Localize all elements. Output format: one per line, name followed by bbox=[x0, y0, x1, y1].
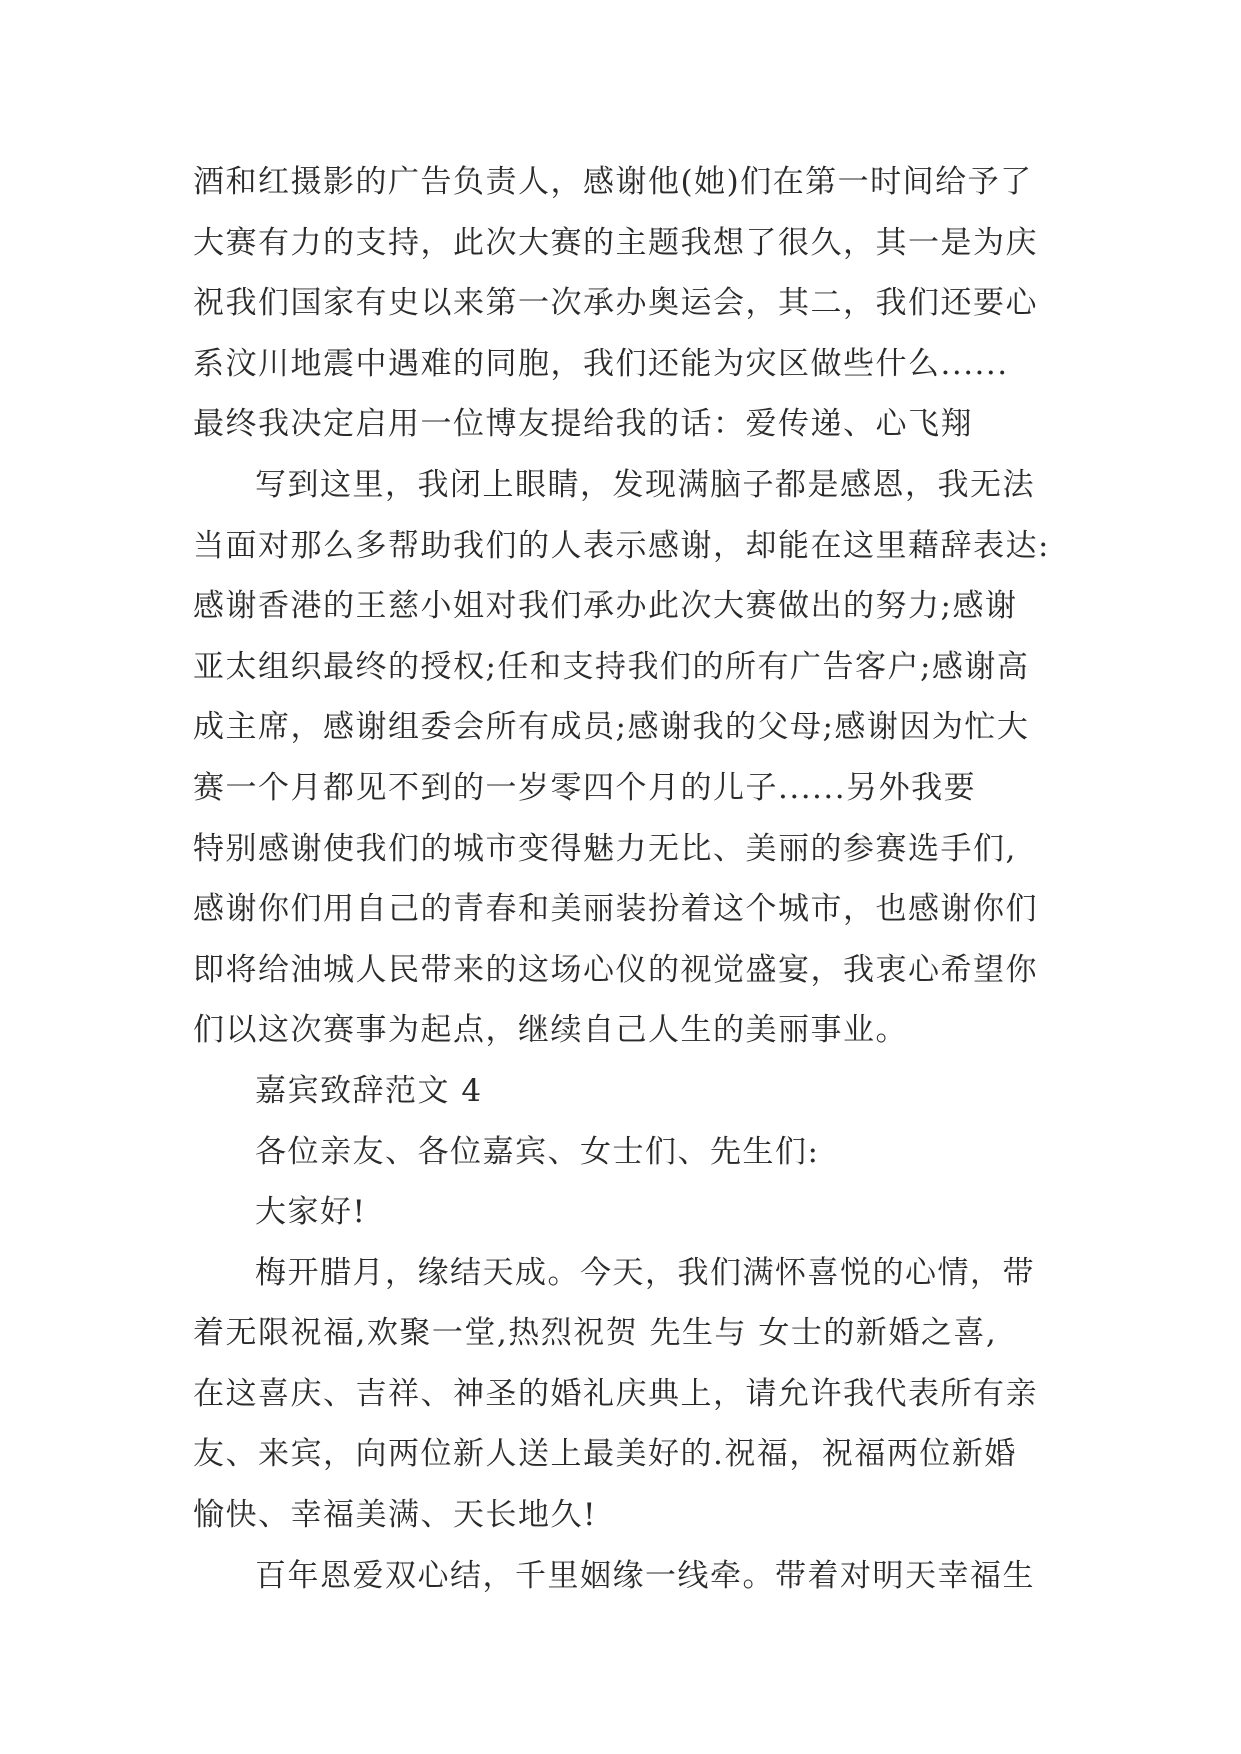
text-line: 感谢香港的王慈小姐对我们承办此次大赛做出的努力;感谢 bbox=[193, 588, 1018, 625]
text-line: 感谢你们用自己的青春和美丽装扮着这个城市，也感谢你们 bbox=[193, 891, 1038, 928]
text-line: 梅开腊月，缘结天成。今天，我们满怀喜悦的心情，带 bbox=[255, 1254, 1035, 1291]
text-line: 在这喜庆、吉祥、神圣的婚礼庆典上，请允许我代表所有亲 bbox=[193, 1375, 1038, 1412]
text-line: 们以这次赛事为起点，继续自己人生的美丽事业。 bbox=[193, 1012, 908, 1049]
text-line: 着无限祝福,欢聚一堂,热烈祝贺 先生与 女士的新婚之喜, bbox=[193, 1315, 998, 1352]
document-body bbox=[193, 152, 1065, 1606]
text-line: 酒和红摄影的广告负责人，感谢他(她)们在第一时间给予了 bbox=[193, 164, 1033, 200]
text-line: 特别感谢使我们的城市变得魅力无比、美丽的参赛选手们, bbox=[193, 830, 1017, 867]
text-line: 百年恩爱双心结，千里姻缘一线牵。带着对明天幸福生 bbox=[255, 1557, 1035, 1594]
text-line: 即将给油城人民带来的这场心仪的视觉盛宴，我衷心希望你 bbox=[193, 951, 1038, 988]
text-line: 各位亲友、各位嘉宾、女士们、先生们: bbox=[255, 1133, 820, 1170]
text-line: 大赛有力的支持，此次大赛的主题我想了很久，其一是为庆 bbox=[193, 224, 1038, 261]
text-line: 系汶川地震中遇难的同胞，我们还能为灾区做些什么...... bbox=[193, 345, 1009, 382]
text-line: 愉快、幸福美满、天长地久! bbox=[193, 1497, 597, 1534]
text-line: 当面对那么多帮助我们的人表示感谢，却能在这里藉辞表达: bbox=[193, 527, 1050, 564]
text-line: 祝我们国家有史以来第一次承办奥运会，其二，我们还要心 bbox=[193, 285, 1038, 322]
text-line: 亚太组织最终的授权;任和支持我们的所有广告客户;感谢高 bbox=[193, 648, 1030, 685]
text-line: 写到这里，我闭上眼睛，发现满脑子都是感恩，我无法 bbox=[255, 466, 1035, 503]
text-line: 赛一个月都见不到的一岁零四个月的儿子......另外我要 bbox=[193, 769, 977, 806]
text-line: 大家好! bbox=[255, 1194, 367, 1231]
text-line: 友、来宾，向两位新人送上最美好的.祝福，祝福两位新婚 bbox=[193, 1436, 1017, 1473]
text-line: 成主席，感谢组委会所有成员;感谢我的父母;感谢因为忙大 bbox=[193, 709, 1030, 746]
text-line: 嘉宾致辞范文 4 bbox=[255, 1072, 483, 1109]
text-line: 最终我决定启用一位博友提给我的话：爱传递、心飞翔 bbox=[193, 406, 973, 443]
